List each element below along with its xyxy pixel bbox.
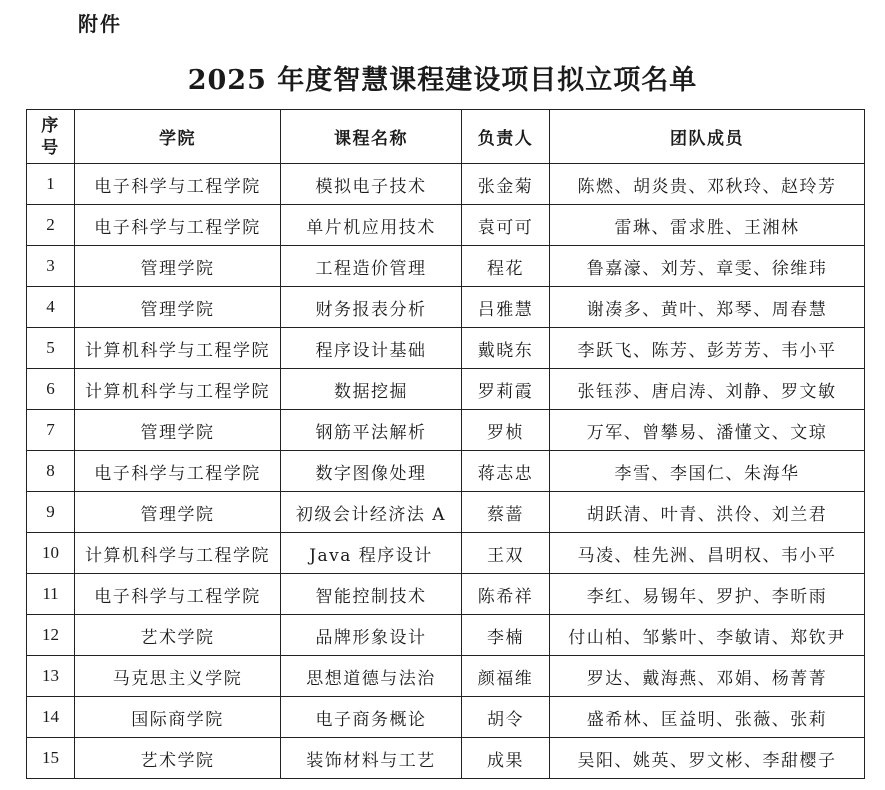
row-course: 财务报表分析 — [281, 287, 462, 328]
row-leader: 成果 — [462, 738, 550, 779]
row-number: 13 — [27, 656, 75, 697]
table-row — [27, 697, 865, 738]
row-team: 李雪、李国仁、朱海华 — [550, 451, 865, 492]
row-leader: 蒋志忠 — [462, 451, 550, 492]
row-course: 电子商务概论 — [281, 697, 462, 738]
header-leader: 负责人 — [462, 110, 550, 164]
table-row — [27, 246, 865, 287]
row-leader: 张金菊 — [462, 164, 550, 205]
row-team: 谢凑多、黄叶、郑琴、周春慧 — [550, 287, 865, 328]
row-number: 4 — [27, 287, 75, 328]
row-leader: 罗莉霞 — [462, 369, 550, 410]
table-row — [27, 369, 865, 410]
row-number: 5 — [27, 328, 75, 369]
row-college: 国际商学院 — [75, 697, 281, 738]
header-college: 学院 — [75, 110, 281, 164]
row-college: 计算机科学与工程学院 — [75, 533, 281, 574]
row-team: 盛希林、匡益明、张薇、张莉 — [550, 697, 865, 738]
attachment-label: 附件 — [78, 12, 122, 36]
row-number: 3 — [27, 246, 75, 287]
row-leader: 程花 — [462, 246, 550, 287]
row-course: 装饰材料与工艺 — [281, 738, 462, 779]
row-number: 7 — [27, 410, 75, 451]
row-course: 单片机应用技术 — [281, 205, 462, 246]
table-row — [27, 656, 865, 697]
table-row — [27, 492, 865, 533]
row-course: 数字图像处理 — [281, 451, 462, 492]
row-team: 陈燃、胡炎贵、邓秋玲、赵玲芳 — [550, 164, 865, 205]
row-leader: 陈希祥 — [462, 574, 550, 615]
table-row — [27, 533, 865, 574]
row-course: 数据挖掘 — [281, 369, 462, 410]
table-header-row — [27, 110, 865, 164]
row-team: 付山柏、邹紫叶、李敏请、郑钦尹 — [550, 615, 865, 656]
table-row — [27, 164, 865, 205]
row-number: 6 — [27, 369, 75, 410]
row-course: 程序设计基础 — [281, 328, 462, 369]
row-team: 李红、易锡年、罗护、李昕雨 — [550, 574, 865, 615]
row-college: 艺术学院 — [75, 615, 281, 656]
row-team: 李跃飞、陈芳、彭芳芳、韦小平 — [550, 328, 865, 369]
row-course: 钢筋平法解析 — [281, 410, 462, 451]
row-number: 12 — [27, 615, 75, 656]
row-number: 2 — [27, 205, 75, 246]
row-leader: 王双 — [462, 533, 550, 574]
row-number: 10 — [27, 533, 75, 574]
row-college: 管理学院 — [75, 410, 281, 451]
header-seq-line2: 号 — [41, 137, 60, 158]
row-team: 张钰莎、唐启涛、刘静、罗文敏 — [550, 369, 865, 410]
row-leader: 戴晓东 — [462, 328, 550, 369]
row-college: 管理学院 — [75, 287, 281, 328]
row-college: 管理学院 — [75, 492, 281, 533]
row-team: 马凌、桂先洲、昌明权、韦小平 — [550, 533, 865, 574]
row-number: 9 — [27, 492, 75, 533]
row-college: 管理学院 — [75, 246, 281, 287]
row-leader: 蔡蔷 — [462, 492, 550, 533]
table-row — [27, 615, 865, 656]
row-course: 品牌形象设计 — [281, 615, 462, 656]
row-course: 工程造价管理 — [281, 246, 462, 287]
row-team: 吴阳、姚英、罗文彬、李甜樱子 — [550, 738, 865, 779]
row-college: 计算机科学与工程学院 — [75, 369, 281, 410]
row-college: 电子科学与工程学院 — [75, 205, 281, 246]
table-row — [27, 738, 865, 779]
row-team: 胡跃清、叶青、洪伶、刘兰君 — [550, 492, 865, 533]
document-title: 2025 年度智慧课程建设项目拟立项名单 — [187, 65, 698, 96]
header-seq-line1: 序 — [41, 115, 60, 136]
row-number: 14 — [27, 697, 75, 738]
table-row — [27, 205, 865, 246]
row-course: 思想道德与法治 — [281, 656, 462, 697]
row-course: 模拟电子技术 — [281, 164, 462, 205]
row-team: 雷琳、雷求胜、王湘林 — [550, 205, 865, 246]
row-course: 智能控制技术 — [281, 574, 462, 615]
table-row — [27, 287, 865, 328]
row-number: 11 — [27, 574, 75, 615]
row-course: Java 程序设计 — [281, 533, 462, 574]
row-college: 马克思主义学院 — [75, 656, 281, 697]
row-college: 电子科学与工程学院 — [75, 164, 281, 205]
row-team: 罗达、戴海燕、邓娟、杨菁菁 — [550, 656, 865, 697]
row-leader: 颜福维 — [462, 656, 550, 697]
project-list-table — [26, 109, 865, 779]
row-number: 1 — [27, 164, 75, 205]
table-row — [27, 574, 865, 615]
row-number: 8 — [27, 451, 75, 492]
header-seq — [27, 110, 75, 164]
table-row — [27, 451, 865, 492]
row-leader: 袁可可 — [462, 205, 550, 246]
row-leader: 李楠 — [462, 615, 550, 656]
header-course: 课程名称 — [281, 110, 462, 164]
row-team: 万军、曾攀易、潘懂文、文琼 — [550, 410, 865, 451]
header-team: 团队成员 — [550, 110, 865, 164]
row-number: 15 — [27, 738, 75, 779]
row-college: 艺术学院 — [75, 738, 281, 779]
row-leader: 罗桢 — [462, 410, 550, 451]
table-row — [27, 328, 865, 369]
row-college: 电子科学与工程学院 — [75, 574, 281, 615]
row-leader: 吕雅慧 — [462, 287, 550, 328]
row-team: 鲁嘉濠、刘芳、章雯、徐维玮 — [550, 246, 865, 287]
row-college: 计算机科学与工程学院 — [75, 328, 281, 369]
row-course: 初级会计经济法 A — [281, 492, 462, 533]
row-leader: 胡令 — [462, 697, 550, 738]
table-row — [27, 410, 865, 451]
row-college: 电子科学与工程学院 — [75, 451, 281, 492]
